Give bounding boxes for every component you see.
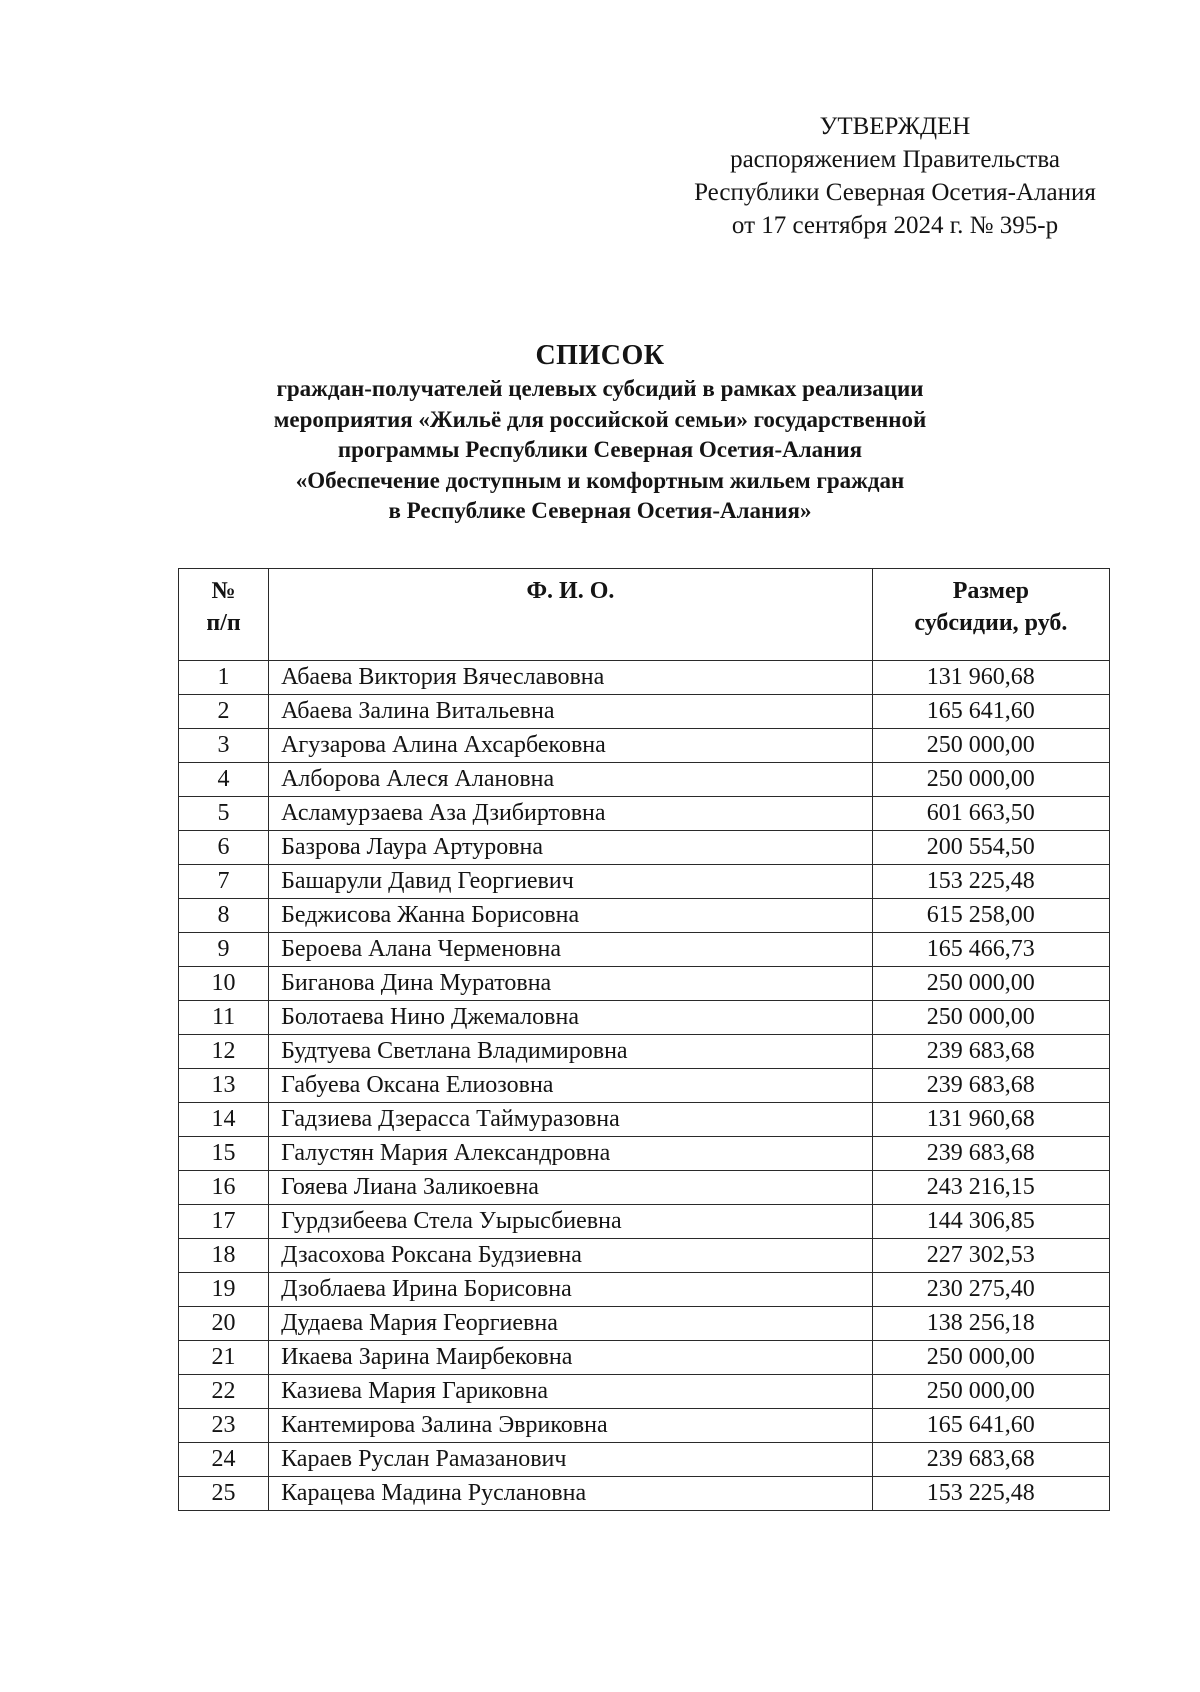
- row-amount: 131 960,68: [872, 661, 1109, 695]
- row-number: 6: [179, 831, 269, 865]
- row-name: Беджисова Жанна Борисовна: [269, 899, 873, 933]
- header-num-pp: п/п: [206, 610, 241, 636]
- row-number: 16: [179, 1171, 269, 1205]
- title-main: СПИСОК: [535, 340, 665, 371]
- table-row: [179, 1409, 1110, 1443]
- row-amount: 250 000,00: [872, 763, 1109, 797]
- row-number: 13: [179, 1069, 269, 1103]
- header-num: [179, 569, 269, 661]
- row-number: 11: [179, 1001, 269, 1035]
- row-number: 4: [179, 763, 269, 797]
- row-amount: 239 683,68: [872, 1137, 1109, 1171]
- row-amount: 615 258,00: [872, 899, 1109, 933]
- row-amount: 239 683,68: [872, 1443, 1109, 1477]
- row-name: Дзасохова Роксана Будзиевна: [269, 1239, 873, 1273]
- row-name: Болотаева Нино Джемаловна: [269, 1001, 873, 1035]
- row-amount: 153 225,48: [872, 1477, 1109, 1511]
- row-amount: 165 641,60: [872, 1409, 1109, 1443]
- row-number: 25: [179, 1477, 269, 1511]
- row-amount: 601 663,50: [872, 797, 1109, 831]
- table-row: [179, 1205, 1110, 1239]
- row-amount: 239 683,68: [872, 1069, 1109, 1103]
- row-name: Караев Руслан Рамазанович: [269, 1443, 873, 1477]
- row-number: 15: [179, 1137, 269, 1171]
- row-name: Гурдзибеева Стела Уырысбиевна: [269, 1205, 873, 1239]
- row-number: 21: [179, 1341, 269, 1375]
- recipients-table: [178, 568, 1110, 1511]
- row-name: Галустян Мария Александровна: [269, 1137, 873, 1171]
- row-number: 12: [179, 1035, 269, 1069]
- table-row: [179, 1171, 1110, 1205]
- row-number: 3: [179, 729, 269, 763]
- row-amount: 230 275,40: [872, 1273, 1109, 1307]
- row-name: Кантемирова Залина Эвриковна: [269, 1409, 873, 1443]
- row-amount: 131 960,68: [872, 1103, 1109, 1137]
- table-row: [179, 1001, 1110, 1035]
- header-name: Ф. И. О.: [269, 569, 873, 661]
- approval-heading: УТВЕРЖДЕН: [819, 113, 971, 140]
- table-row: [179, 1477, 1110, 1511]
- row-number: 2: [179, 695, 269, 729]
- approval-stamp: [660, 110, 1130, 242]
- row-amount: 165 466,73: [872, 933, 1109, 967]
- row-number: 18: [179, 1239, 269, 1273]
- table-row: [179, 865, 1110, 899]
- row-amount: 250 000,00: [872, 1001, 1109, 1035]
- row-amount: 144 306,85: [872, 1205, 1109, 1239]
- row-amount: 243 216,15: [872, 1171, 1109, 1205]
- table-header-row: [179, 569, 1110, 661]
- table-row: [179, 797, 1110, 831]
- table-row: [179, 763, 1110, 797]
- row-name: Агузарова Алина Ахсарбековна: [269, 729, 873, 763]
- table-row: [179, 1307, 1110, 1341]
- row-name: Базрова Лаура Артуровна: [269, 831, 873, 865]
- table-row: [179, 831, 1110, 865]
- row-number: 9: [179, 933, 269, 967]
- row-number: 8: [179, 899, 269, 933]
- row-name: Дзоблаева Ирина Борисовна: [269, 1273, 873, 1307]
- row-number: 17: [179, 1205, 269, 1239]
- row-name: Гояева Лиана Заликоевна: [269, 1171, 873, 1205]
- row-number: 5: [179, 797, 269, 831]
- row-amount: 153 225,48: [872, 865, 1109, 899]
- row-amount: 250 000,00: [872, 967, 1109, 1001]
- row-name: Казиева Мария Гариковна: [269, 1375, 873, 1409]
- table-row: [179, 1273, 1110, 1307]
- table-row: [179, 1035, 1110, 1069]
- table-body: [179, 661, 1110, 1511]
- table-row: [179, 1239, 1110, 1273]
- row-number: 1: [179, 661, 269, 695]
- title-line: программы Республики Северная Осетия-Алания: [337, 437, 863, 462]
- row-amount: 250 000,00: [872, 1375, 1109, 1409]
- table-row: [179, 1103, 1110, 1137]
- row-name: Бероева Алана Черменовна: [269, 933, 873, 967]
- document-title: [160, 338, 1040, 527]
- table-row: [179, 1069, 1110, 1103]
- table-row: [179, 729, 1110, 763]
- header-amount-line2: субсидии, руб.: [914, 610, 1068, 636]
- row-name: Алборова Алеся Алановна: [269, 763, 873, 797]
- row-amount: 239 683,68: [872, 1035, 1109, 1069]
- title-line: граждан-получателей целевых субсидий в рамках реализации: [276, 376, 924, 401]
- row-number: 7: [179, 865, 269, 899]
- table-row: [179, 695, 1110, 729]
- table-row: [179, 661, 1110, 695]
- row-name: Абаева Залина Витальевна: [269, 695, 873, 729]
- row-amount: 165 641,60: [872, 695, 1109, 729]
- row-amount: 250 000,00: [872, 1341, 1109, 1375]
- table-row: [179, 967, 1110, 1001]
- row-amount: 227 302,53: [872, 1239, 1109, 1273]
- row-number: 22: [179, 1375, 269, 1409]
- approval-order-type: распоряжением Правительства: [730, 146, 1060, 173]
- table-row: [179, 1341, 1110, 1375]
- row-name: Биганова Дина Муратовна: [269, 967, 873, 1001]
- row-amount: 138 256,18: [872, 1307, 1109, 1341]
- row-name: Икаева Зарина Маирбековна: [269, 1341, 873, 1375]
- row-number: 10: [179, 967, 269, 1001]
- table-row: [179, 899, 1110, 933]
- row-name: Дудаева Мария Георгиевна: [269, 1307, 873, 1341]
- row-number: 23: [179, 1409, 269, 1443]
- row-name: Габуева Оксана Елиозовна: [269, 1069, 873, 1103]
- approval-government: Республики Северная Осетия-Алания: [694, 179, 1096, 206]
- title-line: в Республике Северная Осетия-Алания»: [388, 498, 812, 523]
- row-name: Карацева Мадина Руслановна: [269, 1477, 873, 1511]
- table-row: [179, 1443, 1110, 1477]
- row-amount: 250 000,00: [872, 729, 1109, 763]
- row-number: 14: [179, 1103, 269, 1137]
- table-row: [179, 1137, 1110, 1171]
- header-num-sign: №: [211, 578, 236, 604]
- row-number: 20: [179, 1307, 269, 1341]
- row-name: Будтуева Светлана Владимировна: [269, 1035, 873, 1069]
- header-amount: [872, 569, 1109, 661]
- approval-date-number: от 17 сентября 2024 г. № 395-р: [731, 212, 1059, 239]
- row-amount: 200 554,50: [872, 831, 1109, 865]
- title-line: мероприятия «Жильё для российской семьи» государственной: [273, 406, 927, 432]
- row-name: Асламурзаева Аза Дзибиртовна: [269, 797, 873, 831]
- table-row: [179, 933, 1110, 967]
- title-line: «Обеспечение доступным и комфортным жильем граждан: [295, 467, 905, 493]
- table-row: [179, 1375, 1110, 1409]
- row-name: Гадзиева Дзерасса Таймуразовна: [269, 1103, 873, 1137]
- row-number: 19: [179, 1273, 269, 1307]
- row-number: 24: [179, 1443, 269, 1477]
- row-name: Абаева Виктория Вячеславовна: [269, 661, 873, 695]
- header-amount-line1: Размер: [952, 578, 1030, 604]
- row-name: Башарули Давид Георгиевич: [269, 865, 873, 899]
